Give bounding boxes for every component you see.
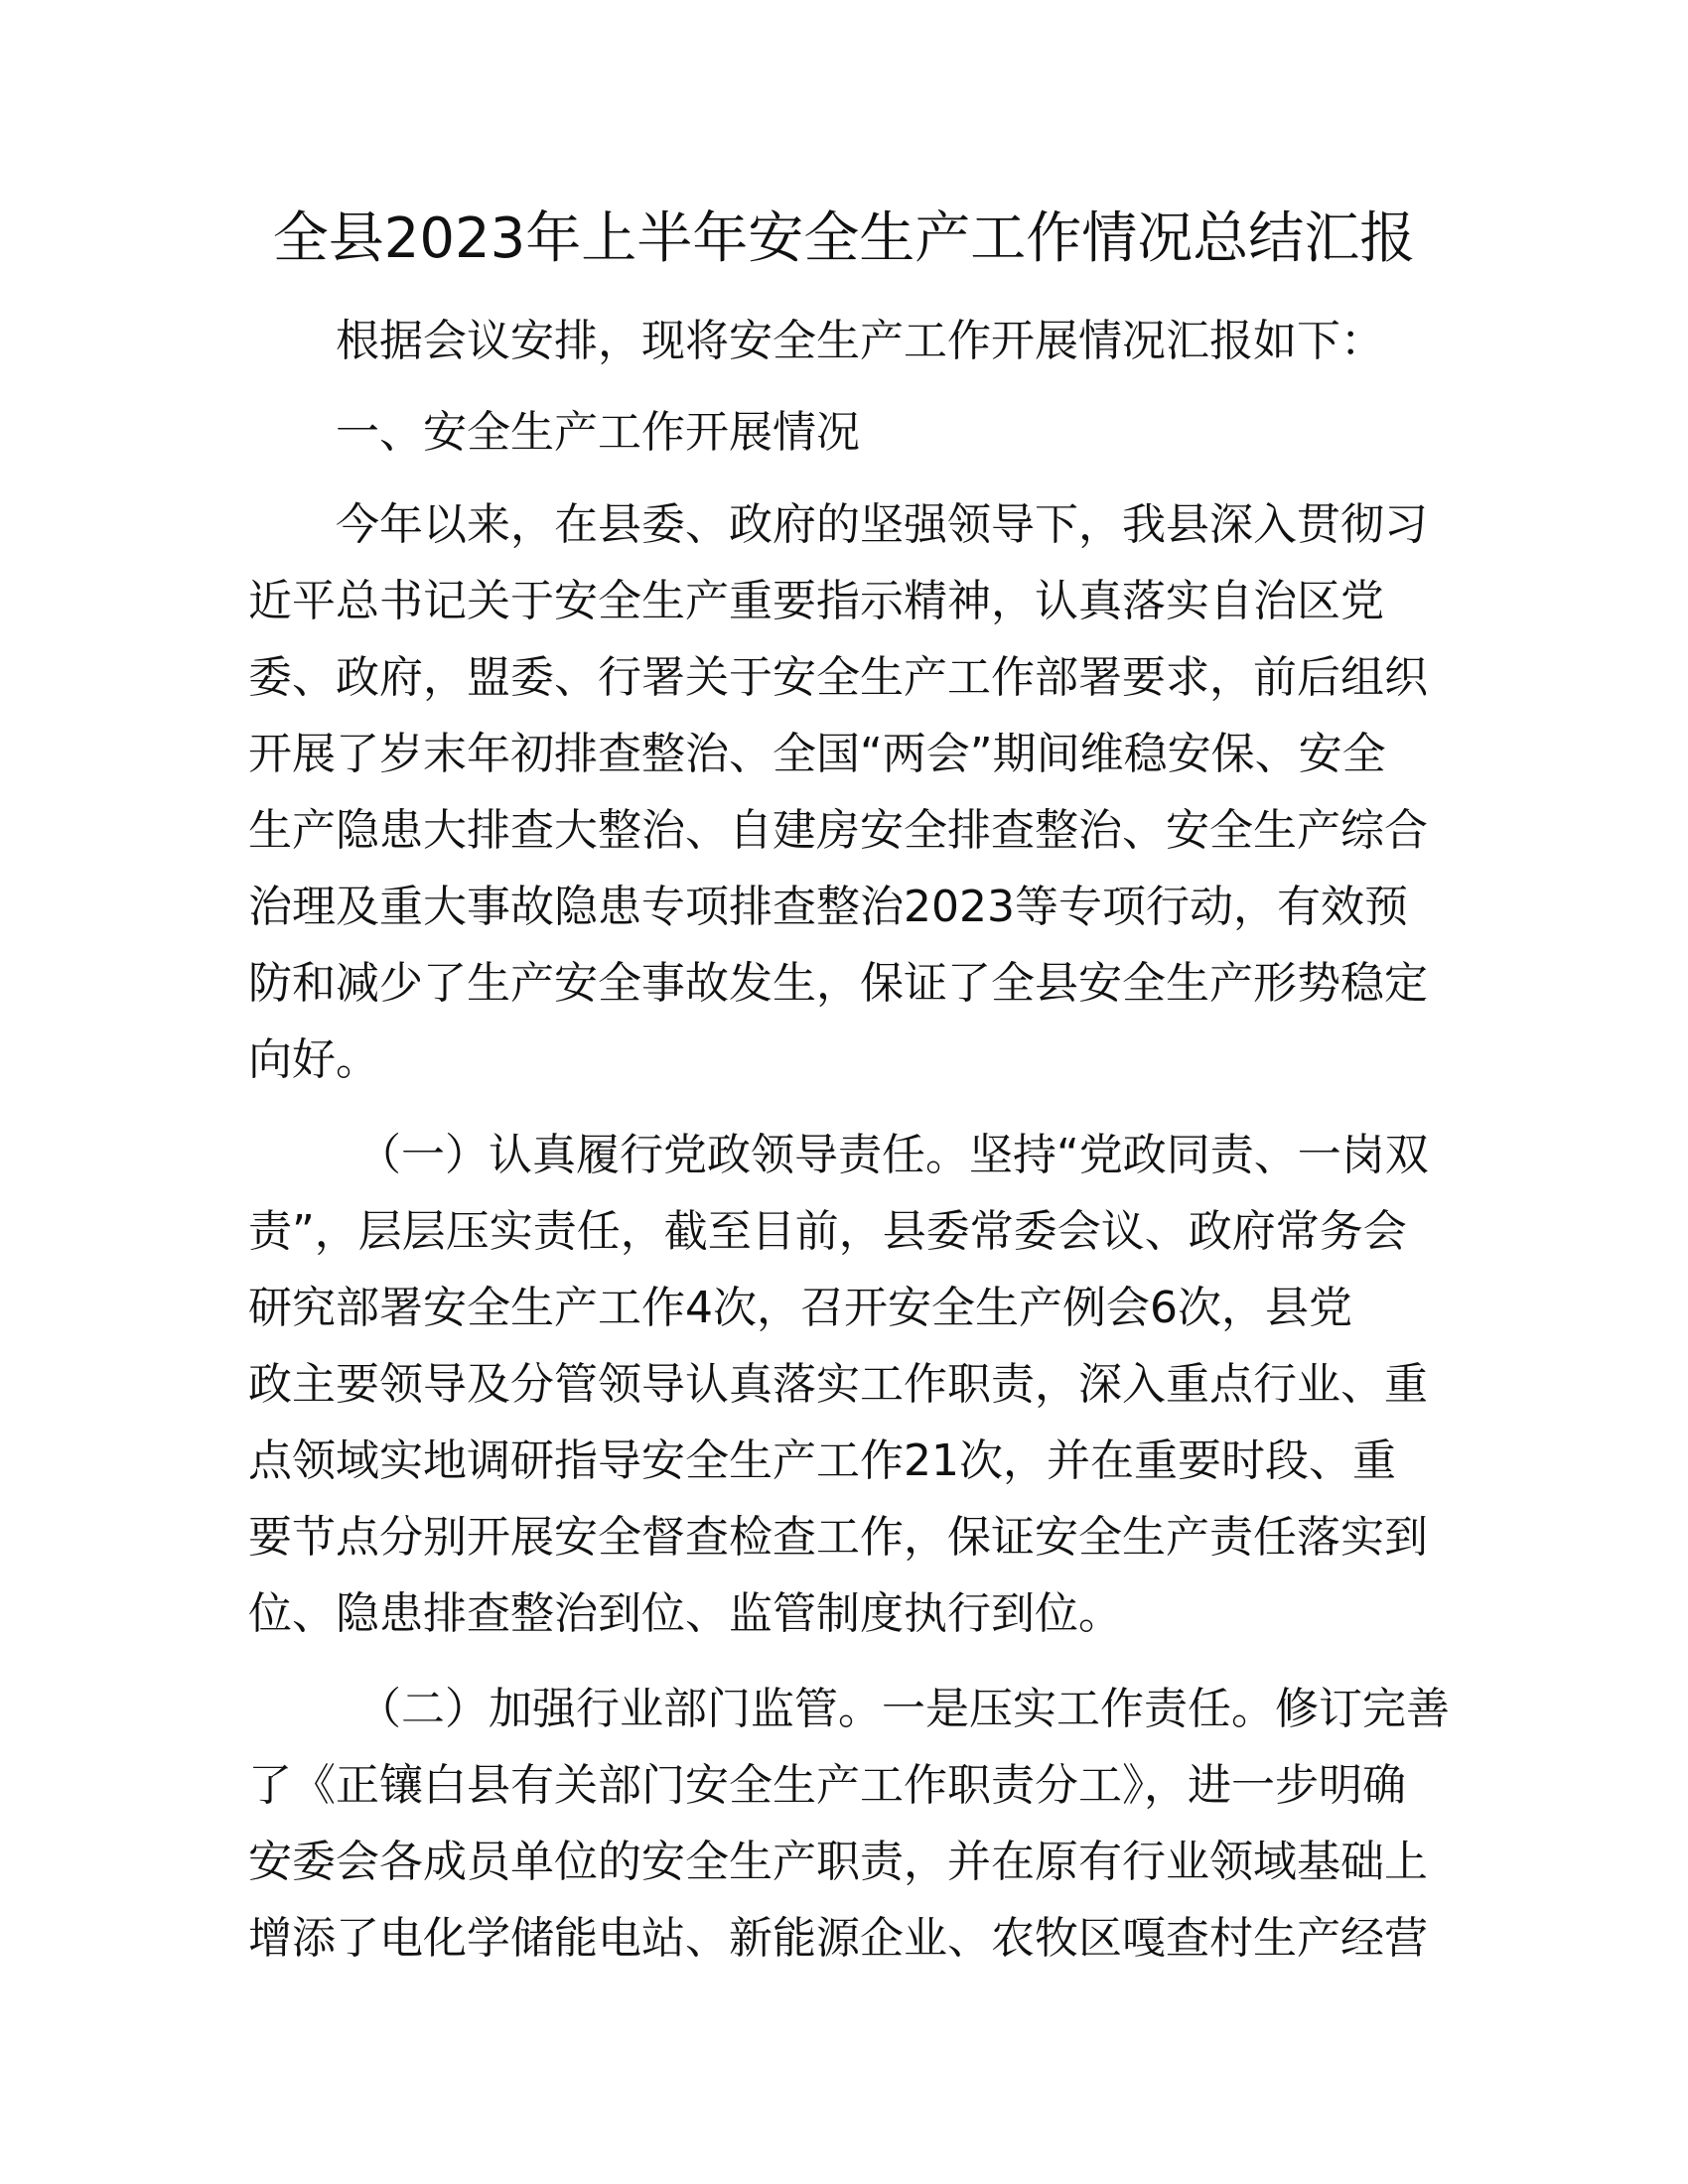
paragraph-line: 点领域实地调研指导安全生产工作21次，并在重要时段、重 [248, 1435, 1396, 1486]
paragraph-line: （二）加强行业部门监管。一是压实工作责任。修订完善 [357, 1684, 1450, 1734]
paragraph-line: 开展了岁末年初排查整治、全国“两会”期间维稳安保、安全 [248, 729, 1386, 779]
paragraph-line: 增添了电化学储能电站、新能源企业、农牧区嘎查村生产经营 [248, 1913, 1428, 1964]
paragraph-line: 位、隐患排查整治到位、监管制度执行到位。 [248, 1588, 1122, 1639]
paragraph-industry-supervision [248, 1671, 1450, 1977]
paragraph-line: 研究部署安全生产工作4次，召开安全生产例会6次，县党 [248, 1283, 1352, 1333]
paragraph-overview [248, 486, 1430, 1098]
intro-paragraph: 根据会议安排，现将安全生产工作开展情况汇报如下： [336, 316, 1384, 366]
paragraph-line: 委、政府，盟委、行署关于安全生产工作部署要求，前后组织 [248, 652, 1428, 703]
paragraph-line: 政主要领导及分管领导认真落实工作职责，深入重点行业、重 [248, 1359, 1428, 1410]
paragraph-line: 要节点分别开展安全督查检查工作，保证安全生产责任落实到 [248, 1512, 1428, 1563]
section-heading: 一、安全生产工作开展情况 [336, 407, 860, 458]
paragraph-leadership-responsibility [248, 1117, 1430, 1652]
paragraph-line: 向好。 [248, 1034, 379, 1085]
paragraph-line: 防和减少了生产安全事故发生，保证了全县安全生产形势稳定 [248, 958, 1428, 1009]
paragraph-line: （一）认真履行党政领导责任。坚持“党政同责、一岗双 [357, 1130, 1429, 1180]
paragraph-line: 近平总书记关于安全生产重要指示精神，认真落实自治区党 [248, 576, 1384, 626]
paragraph-line: 了《正镶白县有关部门安全生产工作职责分工》，进一步明确 [248, 1760, 1406, 1811]
paragraph-line: 责”，层层压实责任，截至目前，县委常委会议、政府常务会 [248, 1206, 1407, 1257]
paragraph-line: 安委会各成员单位的安全生产职责，并在原有行业领域基础上 [248, 1837, 1428, 1887]
paragraph-line: 今年以来，在县委、政府的坚强领导下，我县深入贯彻习 [336, 499, 1428, 550]
document-title: 全县2023年上半年安全生产工作情况总结汇报 [272, 206, 1416, 271]
paragraph-line: 治理及重大事故隐患专项排查整治2023等专项行动，有效预 [248, 882, 1408, 932]
paragraph-line: 生产隐患大排查大整治、自建房安全排查整治、安全生产综合 [248, 805, 1428, 856]
